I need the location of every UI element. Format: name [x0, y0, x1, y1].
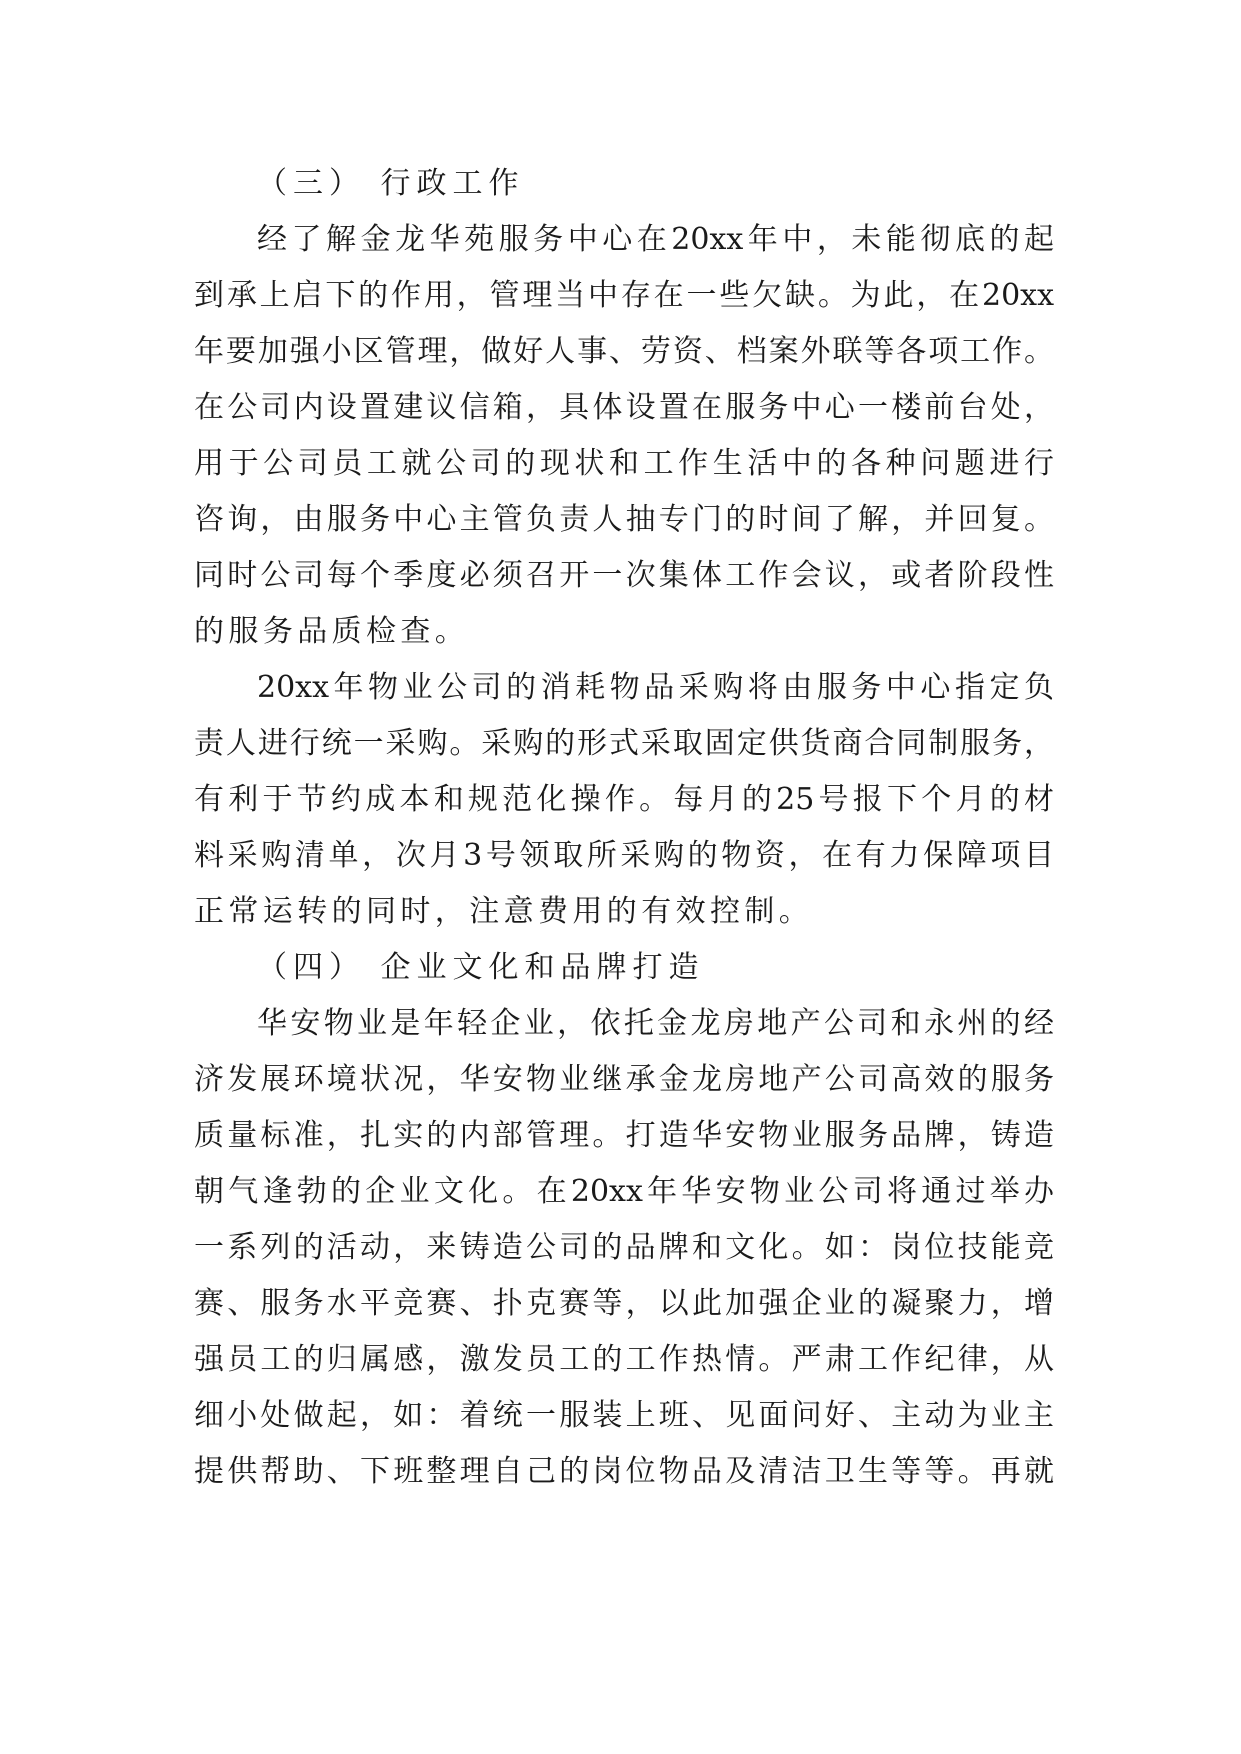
paragraph-line: 提供帮助、下班整理自己的岗位物品及清洁卫生等等。再就	[194, 1454, 1054, 1489]
paragraph-line: 一系列的活动，来铸造公司的品牌和文化。如：岗位技能竞	[194, 1230, 1054, 1265]
section-heading-admin: （三） 行政工作	[257, 166, 525, 201]
paragraph-line: 料采购清单，次月3号领取所采购的物资，在有力保障项目	[194, 838, 1054, 873]
paragraph-line: 的服务品质检查。	[194, 614, 470, 649]
paragraph-line: 用于公司员工就公司的现状和工作生活中的各种问题进行	[194, 446, 1054, 481]
paragraph-line: 朝气逢勃的企业文化。在20xx年华安物业公司将通过举办	[194, 1174, 1054, 1209]
paragraph-line: 有利于节约成本和规范化操作。每月的25号报下个月的材	[194, 782, 1054, 817]
paragraph-line: 正常运转的同时，注意费用的有效控制。	[194, 894, 814, 929]
paragraph-line: 到承上启下的作用，管理当中存在一些欠缺。为此，在20xx	[194, 278, 1054, 313]
paragraph-line: 责人进行统一采购。采购的形式采取固定供货商合同制服务，	[194, 726, 1054, 761]
paragraph-line: 年要加强小区管理，做好人事、劳资、档案外联等各项工作。	[194, 334, 1054, 369]
paragraph-line: 质量标准，扎实的内部管理。打造华安物业服务品牌，铸造	[194, 1118, 1054, 1153]
paragraph-line: 在公司内设置建议信箱，具体设置在服务中心一楼前台处，	[194, 390, 1054, 425]
paragraph-line: 华安物业是年轻企业，依托金龙房地产公司和永州的经	[257, 1006, 1054, 1041]
paragraph-line: 济发展环境状况，华安物业继承金龙房地产公司高效的服务	[194, 1062, 1054, 1097]
paragraph-line: 强员工的归属感，激发员工的工作热情。严肃工作纪律，从	[194, 1342, 1054, 1377]
section-heading-culture: （四） 企业文化和品牌打造	[257, 950, 705, 985]
paragraph-line: 经了解金龙华苑服务中心在20xx年中，未能彻底的起	[257, 222, 1054, 257]
paragraph-line: 细小处做起，如：着统一服装上班、见面问好、主动为业主	[194, 1398, 1054, 1433]
paragraph-line: 同时公司每个季度必须召开一次集体工作会议，或者阶段性	[194, 558, 1054, 593]
paragraph-line: 赛、服务水平竞赛、扑克赛等，以此加强企业的凝聚力，增	[194, 1286, 1054, 1321]
paragraph-line: 咨询，由服务中心主管负责人抽专门的时间了解，并回复。	[194, 502, 1054, 537]
paragraph-line: 20xx年物业公司的消耗物品采购将由服务中心指定负	[257, 670, 1054, 705]
